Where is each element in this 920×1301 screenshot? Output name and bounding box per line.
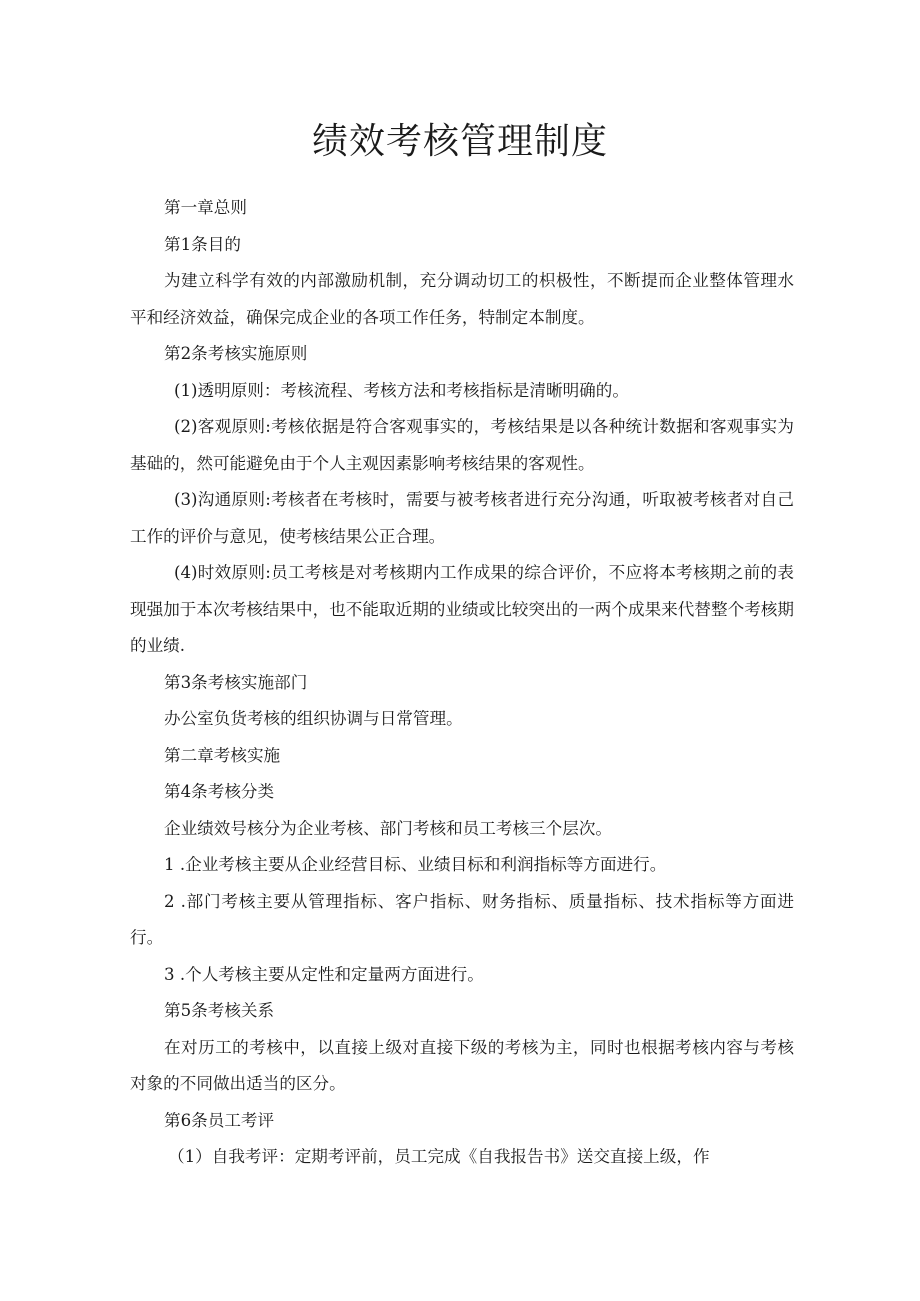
document-body (130, 190, 794, 1176)
list-item: (3)沟通原则:考核者在考核时，需要与被考核者进行充分沟通，听取被考核者对自己工作的评价与意见，使考核结果公正合理。 (130, 490, 794, 546)
paragraph: 为建立科学有效的内部激励机制，充分调动切工的枳极性，不断提而企业整体管理水平和经济效益，确保完成企业的各项工作任务，特制定本制度。 (130, 271, 794, 327)
article-heading: 第4条考核分类 (164, 782, 275, 801)
list-item: (1)透明原则：考核流程、考核方法和考核指标是清晰明确的。 (174, 380, 629, 400)
article-heading: 第5条考核关系 (164, 1001, 275, 1020)
article-heading: 第1条目的 (164, 234, 241, 254)
list-item: 2 .部门考核主要从管理指标、客户指标、财务指标、质量指标、技术指标等方面进行。 (130, 891, 794, 947)
chapter-heading: 第二章考核实施 (164, 745, 281, 765)
paragraph: 在对历工的考核中，以直接上级对直接下级的考核为主，同时也根据考核内容与考核对象的不同做出适当的区分。 (130, 1037, 794, 1093)
document-title: 绩效考核管理制度 (311, 121, 608, 162)
article-heading: 第6条员工考评 (164, 1110, 275, 1130)
list-item: （1）自我考评：定期考评前，员工完成《自我报告书》送交直接上级，作 (168, 1147, 710, 1166)
article-heading: 第2条考核实施原则 (164, 344, 308, 363)
chapter-heading: 第一章总则 (164, 198, 247, 217)
list-item: (2)客观原则:考核依据是符合客观事实的，考核结果是以各种统计数据和客观事实为基础的，然可能避免由于个人主观因素影响考核结果的客观性。 (130, 417, 794, 473)
paragraph: 办公室负货考核的组织协调与日常管理。 (164, 709, 463, 728)
article-heading: 第3条考核实施部门 (164, 672, 308, 692)
list-item: (4)时效原则:员工考核是对考核期内工作成果的综合评价，不应将本考核期之前的表现强加于本次考核结果中，也不能取近期的业绩或比较突出的一两个成果来代替整个考核期的业绩. (130, 563, 794, 655)
paragraph: 企业绩效号核分为企业考核、部门考核和员工考核三个层次。 (164, 818, 613, 838)
list-item: 1 .企业考核主要从企业经营目标、业绩目标和利润指标等方面进行。 (164, 855, 667, 874)
list-item: 3 .个人考核主要从定性和定量两方面进行。 (164, 964, 484, 984)
